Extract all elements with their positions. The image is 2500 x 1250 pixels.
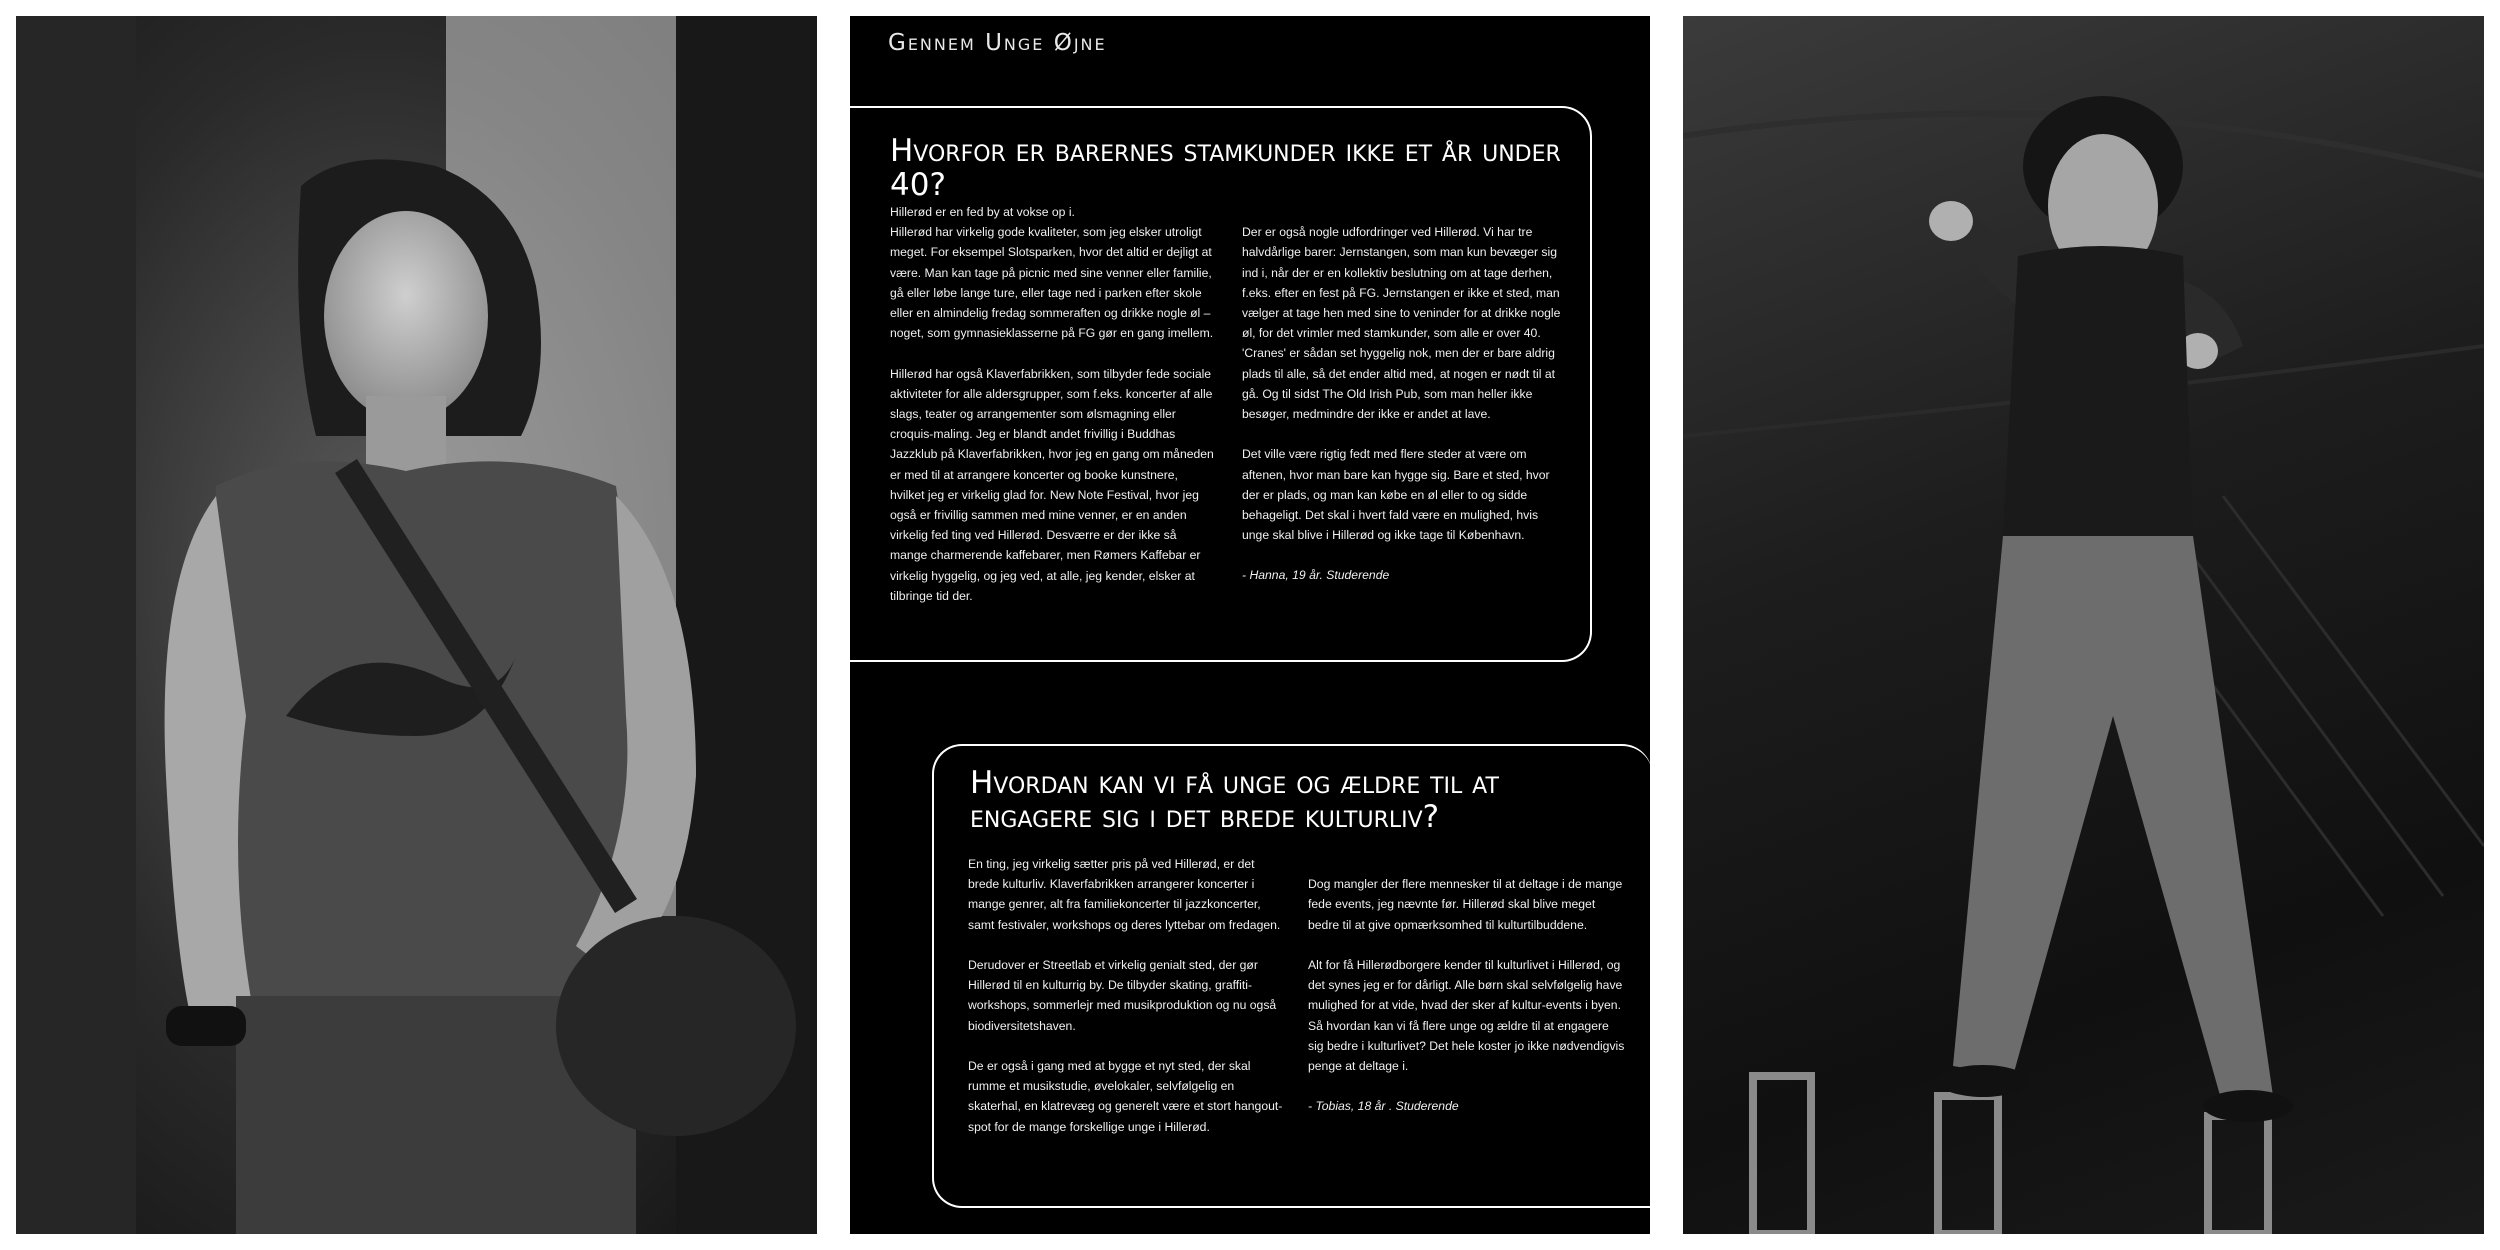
portrait-photo-hanna-illustration xyxy=(16,16,817,1234)
portrait-photo-tobias-illustration xyxy=(1683,16,2484,1234)
article-column-2 xyxy=(1308,854,1626,1137)
article-heading: Hvordan kan vi få unge og ældre til at engagere sig i det brede kulturliv? xyxy=(970,765,1499,835)
series-title: Gennem Unge Øjne xyxy=(888,30,1107,56)
article-column-1: En ting, jeg virkelig sætter pris på ved Hillerød, er det brede kulturliv. Klaverfabrikken arrangerer koncerter i mange genrer, alt fra familiekoncerter til jazzkoncerter, samt festivaler, workshops og deres lyttebar om fredagen. Derudover er Streetlab et virkelig genialt sted, der gør Hillerød til en kulturrig by. De tilbyder skating, graffiti-workshops, sommerlejr med musikproduktion og nu også biodiversitetshaven. De er også i gang med at bygge et nyt sted, der skal rumme et musikstudie, øvelokaler, selvfølgelig en skaterhal, en klatrevæg og generelt være et stort hangout-spot for de mange forskellige unge i Hillerød. xyxy=(968,857,1283,1134)
article-column-2-text: Dog mangler der flere mennesker til at deltage i de mange fede events, jeg nævnte før. Hillerød skal blive meget bedre til at give opmærksomhed til kulturtilbuddene. Alt for få Hillerødborgere kender til kulturlivet i Hillerød, og det synes jeg er for dårligt. Alle børn skal selvfølgelig have mulighed for at vide, hvad der sker af kultur-events i byen. Så hvordan kan vi få flere unge og ældre til at engagere sig bedre i kulturlivet? Det hele koster jo ikke nødvendigvis penge at deltage i. xyxy=(1308,877,1625,1074)
magazine-text-page xyxy=(850,16,1650,1234)
portrait-photo-hanna xyxy=(16,16,817,1234)
article-signature: - Hanna, 19 år. Studerende xyxy=(1242,568,1390,583)
article-box-tobias xyxy=(932,744,1650,1208)
article-column-1: Hillerød er en fed by at vokse op i. Hillerød har virkelig gode kvaliteter, som jeg elsker utroligt meget. For eksempel Slotsparken, hvor det altid er dejligt at være. Man kan tage på picnic med sine venner eller familie, gå eller løbe lange ture, eller tage ned i parken efter skole eller en almindelig fredag sommeraften og drikke nogle øl – noget, som gymnasieklasserne på FG gør en gang imellem. Hillerød har også Klaverfabrikken, som tilbyder fede sociale aktiviteter for alle aldersgrupper, som f.eks. koncerter af alle slags, teater og arrangementer som ølsmagning eller croquis-maling. Jeg er blandt andet frivillig i Buddhas Jazzklub på Klaverfabrikken, hvor jeg en gang om måneden er med til at arrangere koncerter og booke kunstnere, hvilket jeg er virkelig glad for. New Note Festival, hvor jeg også er frivillig sammen med mine venner, er en anden virkelig fed ting ved Hillerød. Desværre er der ikke så mange charmerende kaffebarer, men Rømers Kaffebar er virkelig hyggelig, og jeg ved, at alle, jeg kender, elsker at tilbringe tid der. xyxy=(890,205,1214,603)
article-heading: Hvorfor er barernes stamkunder ikke et år under 40? xyxy=(890,133,1561,203)
article-column-2 xyxy=(1242,202,1567,606)
article-column-2-text: Der er også nogle udfordringer ved Hillerød. Vi har tre halvdårlige barer: Jernstangen, som man kun bevæger sig ind i, når der er en kollektiv beslutning om at tage derhen, f.eks. efter en fest på FG. Jernstangen er ikke et sted, man vælger at tage hen med sine to veninder for at drikke nogle øl, for det vrimler med stamkunder, som alle er over 40. 'Cranes' er sådan set hyggelig nok, men der er bare aldrig plads til alle, så det ender altid med, at nogen er nødt til at gå. Og til sidst The Old Irish Pub, som man heller ikke besøger, medmindre der ikke er andet at lave. Det ville være rigtig fedt med flere steder at være om aftenen, hvor man bare kan hygge sig. Bare et sted, hvor der er plads, og man kan købe en øl eller to og sidde behageligt. Det skal i hvert fald være en mulighed, hvis unge skal blive i Hillerød og ikke tage til København. xyxy=(1242,225,1561,543)
article-signature: - Tobias, 18 år . Studerende xyxy=(1308,1099,1459,1114)
portrait-photo-tobias xyxy=(1683,16,2484,1234)
article-box-hanna xyxy=(850,106,1592,662)
